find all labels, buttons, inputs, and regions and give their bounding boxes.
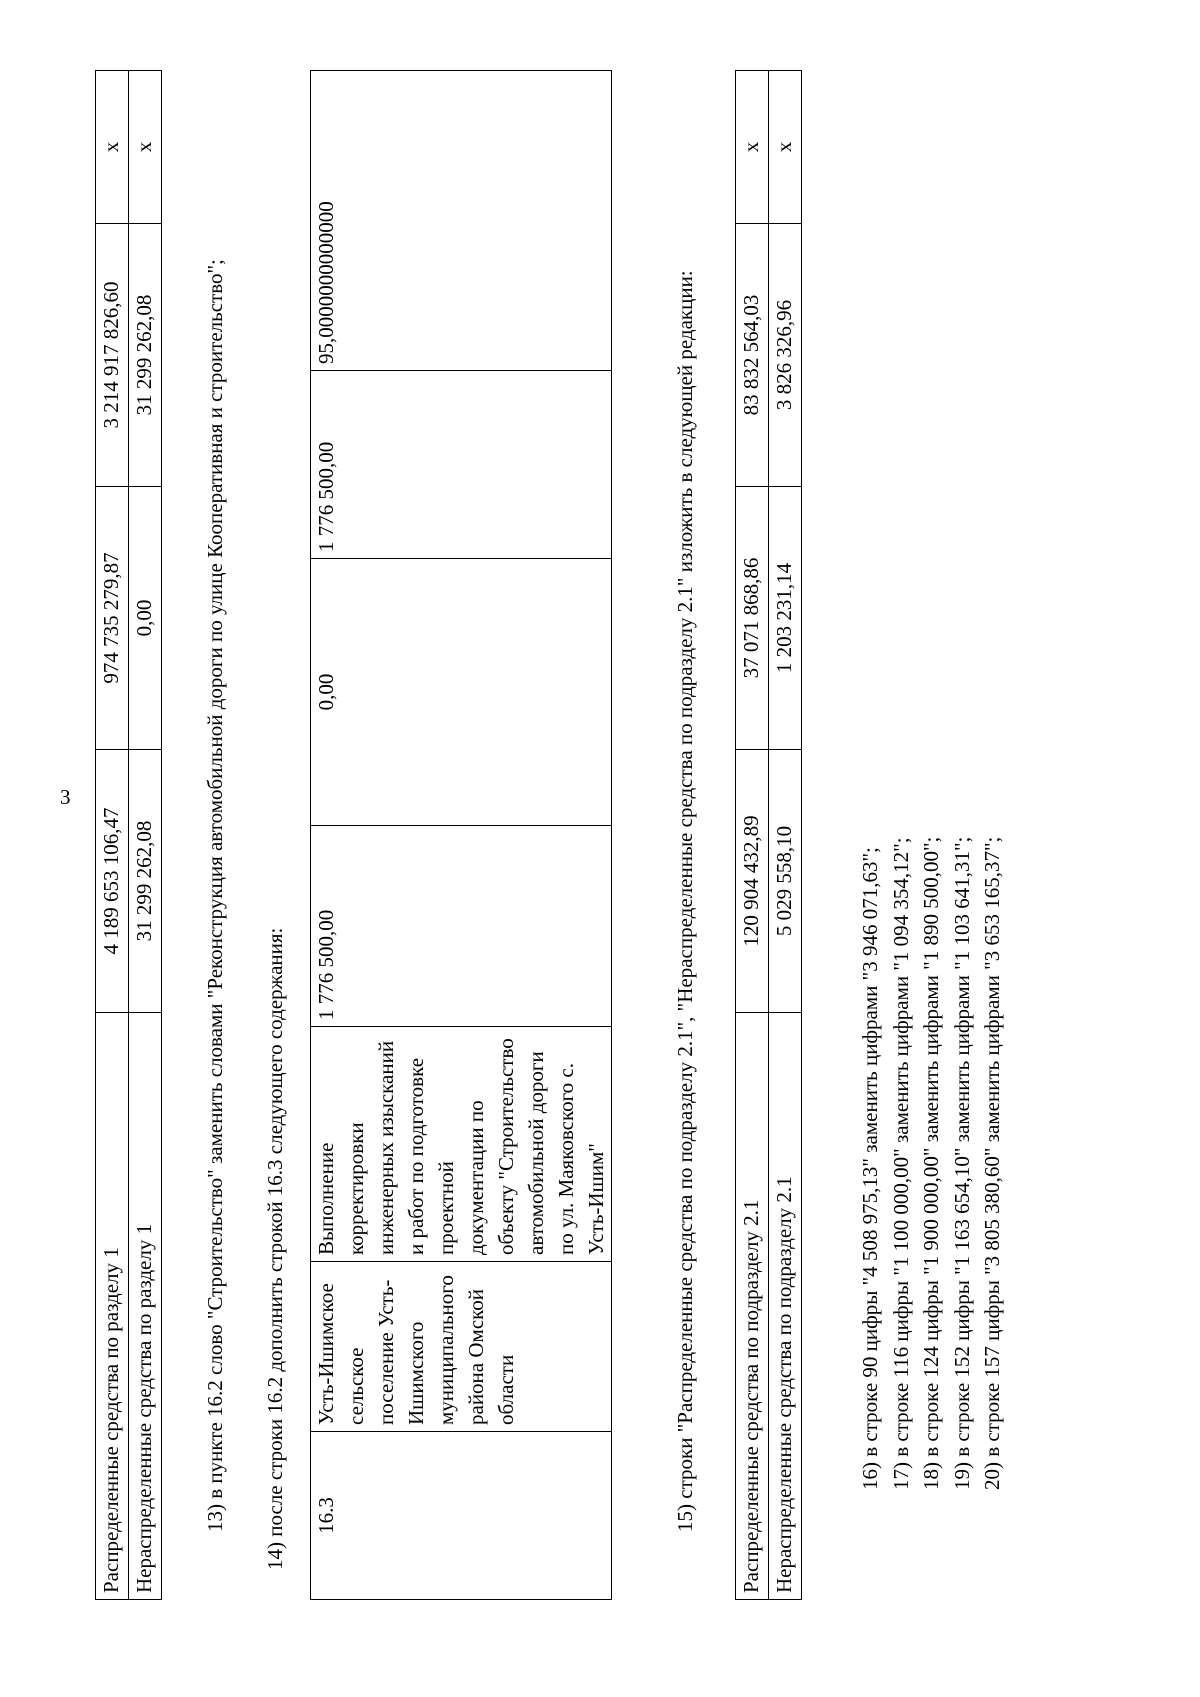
table-cell: Усть-Ишимское сельское поселение Усть-Ишимского муниципального района Омской области bbox=[311, 1262, 612, 1432]
table-row bbox=[736, 71, 769, 1600]
table-cell: 974 735 279,87 bbox=[96, 487, 129, 750]
paragraph-15: 15) строки "Распределенные средства по подразделу 2.1", "Нераспределенные средства по подразделу 2.1" изложить в следующей редакции: bbox=[673, 270, 697, 1532]
table-cell: х bbox=[736, 71, 769, 224]
rotated-document-body bbox=[95, 70, 1055, 1600]
table-row bbox=[96, 71, 129, 1600]
table-cell: 31 299 262,08 bbox=[129, 224, 162, 487]
table-cell: 1 776 500,00 bbox=[311, 826, 612, 1027]
list-item: 20) в строке 157 цифры "3 805 380,60" заменить цифрами "3 653 165,37"; bbox=[980, 836, 1004, 1490]
paragraph-13: 13) в пункте 16.2 слово "Строительство" заменить словами "Реконструкция автомобильной дороги по улице Кооперативная и строительство"; bbox=[203, 259, 227, 1532]
table-cell: Выполнение корректировки инженерных изысканий и работ по подготовке проектной документации по объекту "Строительство автомобильной дороги по ул. Маяковского с. Усть-Ишим" bbox=[311, 1027, 612, 1262]
table-row-16-3 bbox=[310, 70, 612, 1600]
table-cell: 95,0000000000000 bbox=[311, 71, 612, 371]
table-cell: 0,00 bbox=[311, 559, 612, 826]
paragraph-14: 14) после строки 16.2 дополнить строкой 16.3 следующего содержания: bbox=[263, 927, 287, 1570]
table-cell: 4 189 653 106,47 bbox=[96, 750, 129, 1013]
table-section1-totals bbox=[95, 70, 162, 1600]
list-item: 16) в строке 90 цифры "4 508 975,13" заменить цифрами "3 946 071,63"; bbox=[858, 847, 882, 1490]
table-cell: х bbox=[96, 71, 129, 224]
table-cell: 83 832 564,03 bbox=[736, 224, 769, 487]
table-cell: 120 904 432,89 bbox=[736, 750, 769, 1013]
table-cell: 0,00 bbox=[129, 487, 162, 750]
table-cell: 37 071 868,86 bbox=[736, 487, 769, 750]
table-cell: Нераспределенные средства по подразделу 2.1 bbox=[769, 1013, 802, 1600]
table-row bbox=[769, 71, 802, 1600]
page-number: 3 bbox=[60, 785, 71, 809]
list-item: 19) в строке 152 цифры "1 163 654,10" заменить цифрами "1 103 641,31"; bbox=[949, 836, 974, 1490]
amendment-list bbox=[855, 837, 1008, 1490]
table-cell: 1 776 500,00 bbox=[311, 371, 612, 559]
table-cell: 1 203 231,14 bbox=[769, 487, 802, 750]
list-item: 17) в строке 116 цифры "1 100 000,00" заменить цифрами "1 094 354,12"; bbox=[888, 837, 913, 1490]
table-cell: Распределенные средства по подразделу 2.1 bbox=[736, 1013, 769, 1600]
table-cell: Распределенные средства по разделу 1 bbox=[96, 1013, 129, 1600]
table-cell: х bbox=[769, 71, 802, 224]
table-cell: х bbox=[129, 71, 162, 224]
table-cell: 31 299 262,08 bbox=[129, 750, 162, 1013]
list-item: 18) в строке 124 цифры "1 900 000,00" заменить цифрами "1 890 500,00"; bbox=[919, 836, 943, 1490]
table-cell: 16.3 bbox=[311, 1432, 612, 1600]
table-row bbox=[129, 71, 162, 1600]
table-cell: Нераспределенные средства по разделу 1 bbox=[129, 1013, 162, 1600]
table-cell: 3 214 917 826,60 bbox=[96, 224, 129, 487]
table-subsection-2-1-totals bbox=[735, 70, 802, 1600]
table-row bbox=[311, 71, 612, 1600]
table-cell: 3 826 326,96 bbox=[769, 224, 802, 487]
table-cell: 5 029 558,10 bbox=[769, 750, 802, 1013]
